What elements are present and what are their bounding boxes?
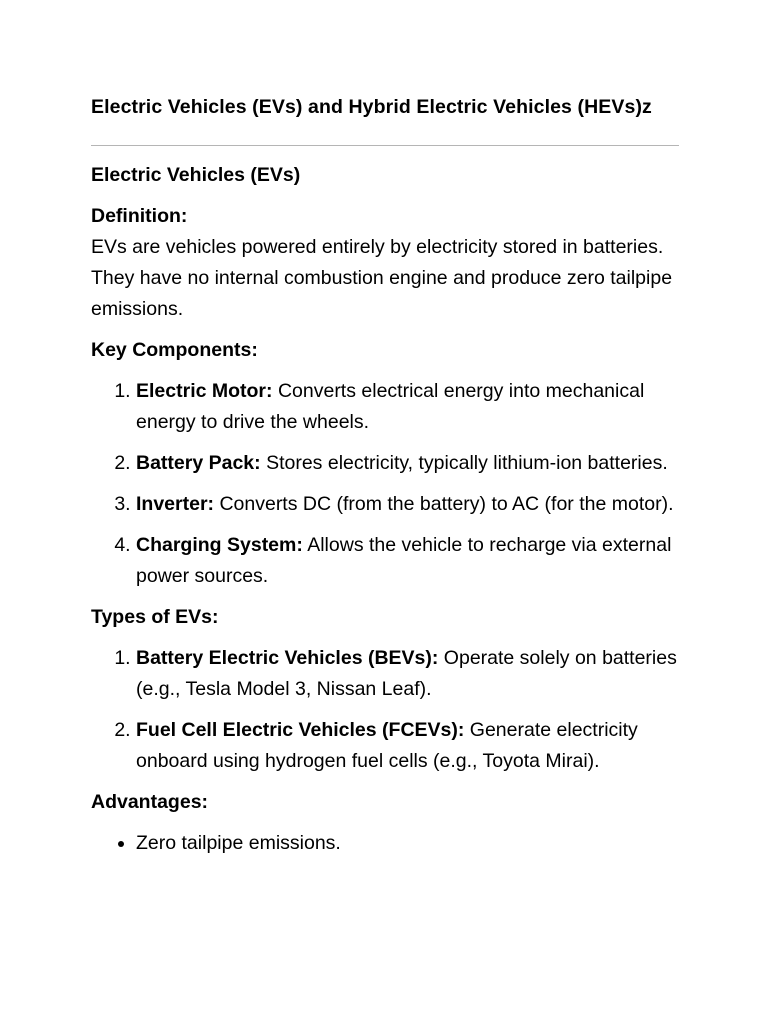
types-list bbox=[91, 643, 679, 777]
advantages-label: Advantages: bbox=[91, 791, 209, 813]
list-item-text: Converts DC (from the battery) to AC (for the motor). bbox=[214, 493, 674, 515]
list-item-term: Inverter: bbox=[136, 493, 215, 515]
definition-label: Definition: bbox=[91, 205, 188, 227]
title-divider bbox=[91, 145, 679, 146]
types-label: Types of EVs: bbox=[91, 606, 219, 628]
advantages-list bbox=[91, 828, 679, 859]
list-item bbox=[136, 715, 679, 777]
list-item-term: Electric Motor: bbox=[136, 380, 273, 402]
section-title: Electric Vehicles (EVs) bbox=[91, 164, 301, 186]
list-item bbox=[136, 530, 679, 592]
key-components-label: Key Components: bbox=[91, 339, 258, 361]
definition-text: EVs are vehicles powered entirely by electricity stored in batteries. They have no internal combustion engine and produce zero tailpipe emissions. bbox=[91, 236, 673, 320]
list-item-text: Converts electrical energy into mechanical energy to drive the wheels. bbox=[136, 380, 645, 433]
list-item-text: Operate solely on batteries (e.g., Tesla Model 3, Nissan Leaf). bbox=[136, 647, 677, 700]
list-item bbox=[136, 643, 679, 705]
document-title: Electric Vehicles (EVs) and Hybrid Electric Vehicles (HEVs)z bbox=[91, 96, 652, 118]
list-item-term: Charging System: bbox=[136, 534, 303, 556]
list-item bbox=[136, 448, 679, 479]
list-item-term: Fuel Cell Electric Vehicles (FCEVs): bbox=[136, 719, 465, 741]
list-item-term: Battery Electric Vehicles (BEVs): bbox=[136, 647, 439, 669]
list-item-text: Generate electricity onboard using hydrogen fuel cells (e.g., Toyota Mirai). bbox=[136, 719, 638, 772]
list-item bbox=[136, 489, 679, 520]
list-item-text: Allows the vehicle to recharge via external power sources. bbox=[136, 534, 672, 587]
list-item-term: Battery Pack: bbox=[136, 452, 261, 474]
key-components-list bbox=[91, 376, 679, 592]
list-item-text: Stores electricity, typically lithium-ion batteries. bbox=[260, 452, 668, 474]
list-item bbox=[136, 376, 679, 438]
bullet-item: • Zero tailpipe emissions. bbox=[136, 828, 679, 859]
